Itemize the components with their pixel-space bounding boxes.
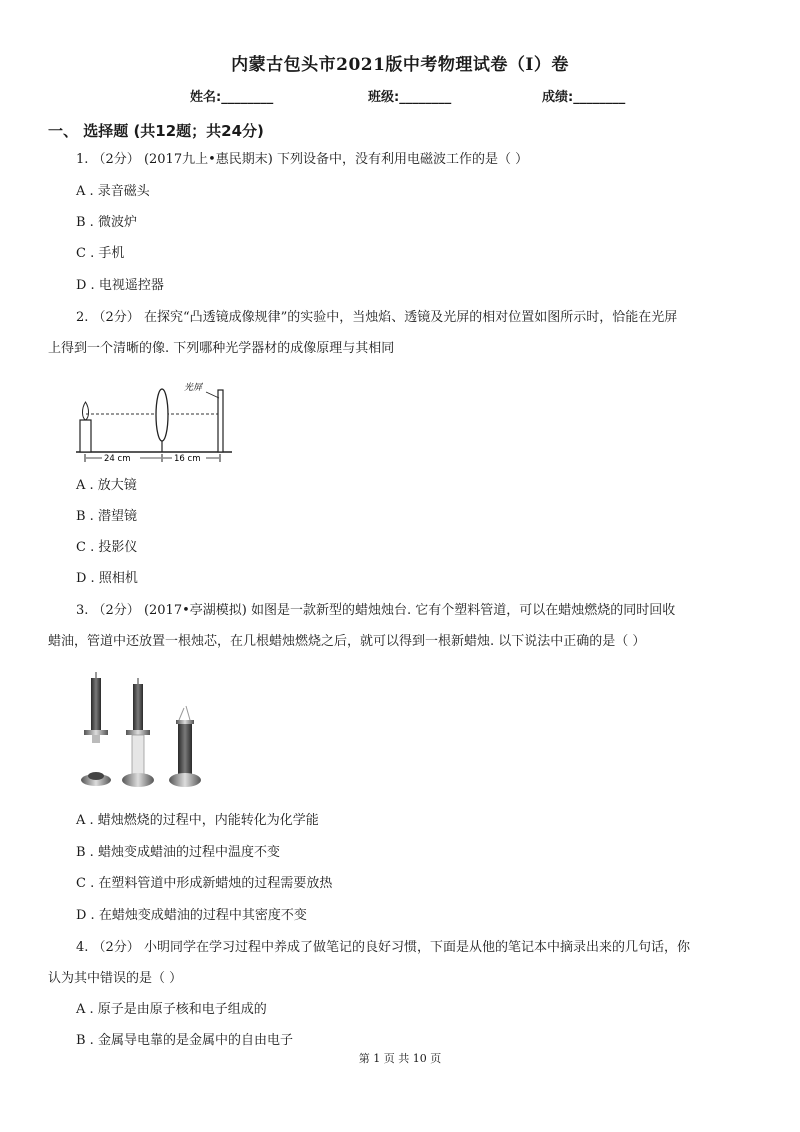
question-2-stem-line2: 上得到一个清晰的像. 下列哪种光学器材的成像原理与其相同	[48, 341, 395, 356]
q3-option-b: B . 蜡烛变成蜡油的过程中温度不变	[76, 845, 280, 860]
convex-lens	[156, 389, 168, 441]
screen-label: 光屏	[184, 383, 203, 393]
candle-flame	[82, 402, 88, 420]
question-3-stem-line1: 3. （2分） (2017•亭湖模拟) 如图是一款新型的蜡烛烛台. 它有个塑料管道，可以在蜡烛燃烧的同时回收	[76, 603, 676, 618]
q1-option-c: C . 手机	[76, 246, 125, 261]
lens-experiment-figure	[74, 376, 234, 464]
q4-option-b: B . 金属导电靠的是金属中的自由电子	[76, 1033, 293, 1048]
distance-label-2: 16 cm	[174, 454, 201, 464]
q4-option-a: A . 原子是由原子核和电子组成的	[76, 1002, 267, 1017]
candle-holder-photo	[76, 670, 208, 798]
score-field-label: 成绩:________	[542, 90, 626, 105]
name-field-label: 姓名:________	[190, 90, 274, 105]
light-screen	[218, 390, 223, 452]
candle-holder-1	[81, 672, 111, 786]
q3-option-c: C . 在塑料管道中形成新蜡烛的过程需要放热	[76, 876, 333, 891]
q3-option-d: D . 在蜡烛变成蜡油的过程中其密度不变	[76, 908, 307, 923]
q2-option-c: C . 投影仪	[76, 540, 138, 555]
q3-option-a: A . 蜡烛燃烧的过程中，内能转化为化学能	[76, 813, 319, 828]
section-title: 一、 选择题 (共12题；共24分)	[48, 122, 264, 140]
q2-option-d: D . 照相机	[76, 571, 138, 586]
q2-option-b: B . 潜望镜	[76, 509, 137, 524]
question-2-stem-line1: 2. （2分） 在探究“凸透镜成像规律”的实验中，当烛焰、透镜及光屏的相对位置如图所示时，恰能在光屏	[76, 310, 678, 325]
exam-title: 内蒙古包头市2021版中考物理试卷（I）卷	[231, 55, 569, 75]
question-4-stem-line1: 4. （2分） 小明同学在学习过程中养成了做笔记的良好习惯，下面是从他的笔记本中摘录出来的几句话，你	[76, 940, 690, 955]
q2-option-a: A . 放大镜	[76, 478, 137, 493]
candle-holder-3	[169, 706, 201, 787]
candle	[80, 420, 91, 452]
distance-label-1: 24 cm	[104, 454, 131, 464]
q1-option-a: A . 录音磁头	[76, 184, 150, 199]
page-footer: 第 1 页 共 10 页	[358, 1052, 442, 1065]
question-4-stem-line2: 认为其中错误的是（ ）	[48, 971, 183, 986]
question-1-stem: 1. （2分） (2017九上•惠民期末) 下列设备中，没有利用电磁波工作的是（ ）	[76, 152, 529, 167]
q1-option-b: B . 微波炉	[76, 215, 137, 230]
q1-option-d: D . 电视遥控器	[76, 278, 164, 293]
question-3-stem-line2: 蜡油，管道中还放置一根烛芯，在几根蜡烛燃烧之后，就可以得到一根新蜡烛. 以下说法中正确的是（ ）	[48, 634, 646, 649]
candle-holder-2	[122, 678, 154, 787]
class-field-label: 班级:________	[368, 90, 452, 105]
